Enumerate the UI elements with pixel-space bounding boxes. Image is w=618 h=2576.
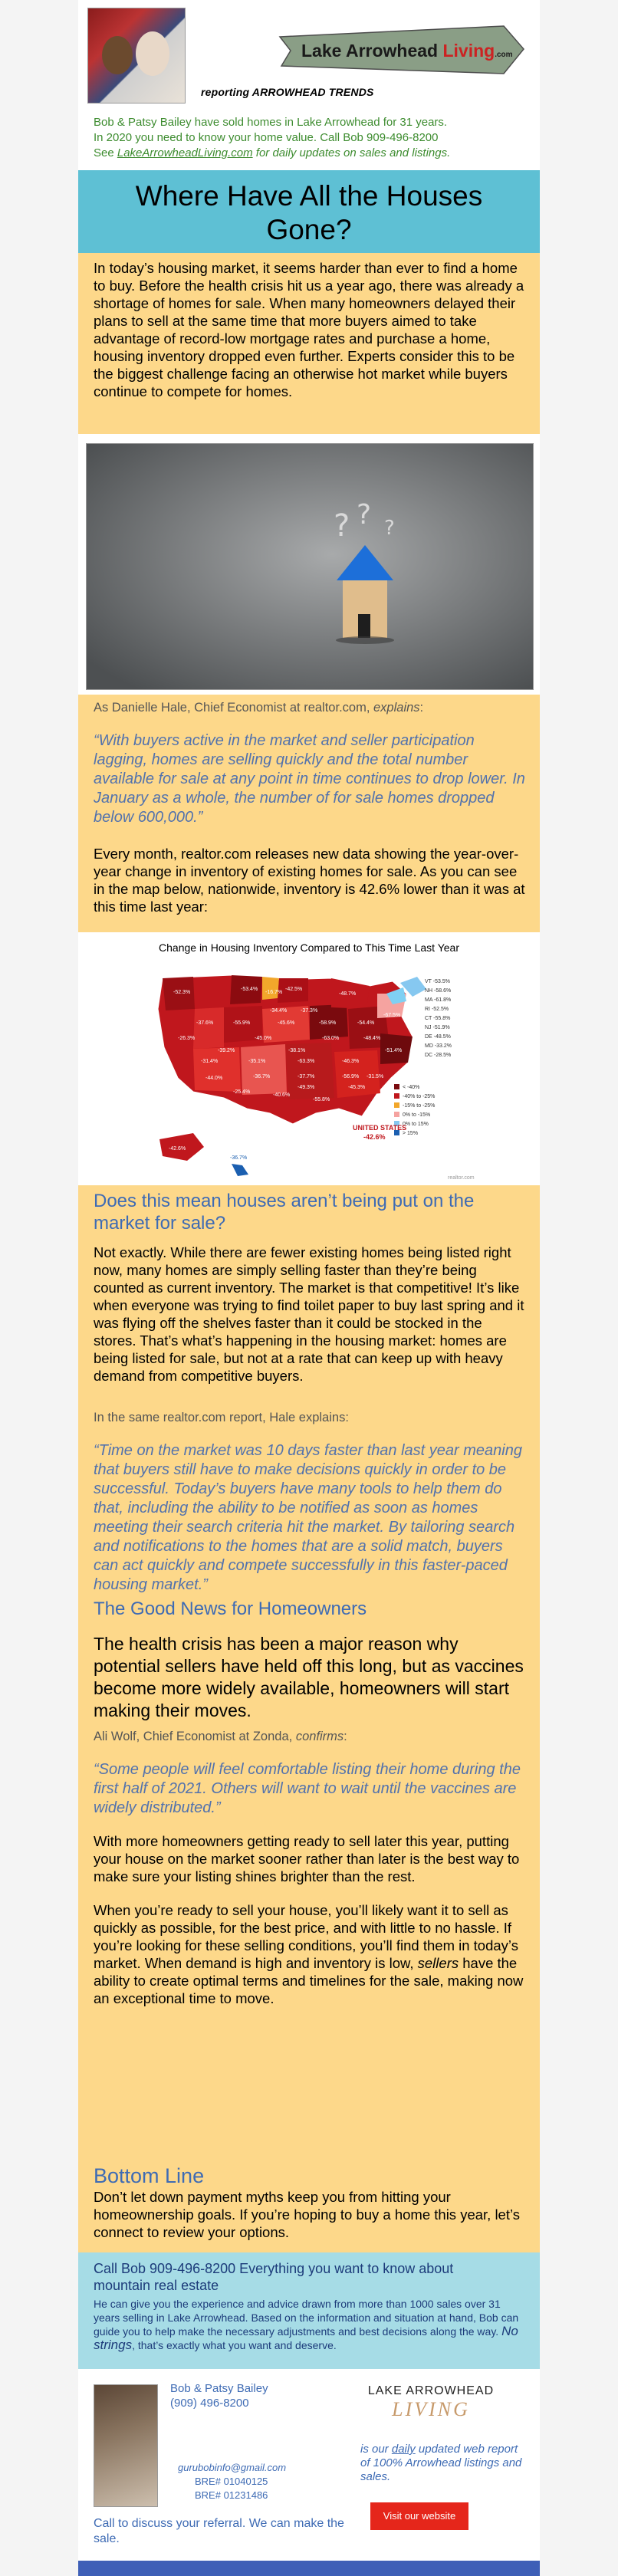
- article-title: Where Have All the Houses Gone?: [135, 180, 483, 245]
- svg-text:-58.9%: -58.9%: [319, 1020, 337, 1026]
- svg-text:-56.9%: -56.9%: [342, 1074, 360, 1079]
- svg-text:NJ -51.9%: NJ -51.9%: [425, 1025, 450, 1030]
- svg-text:-54.4%: -54.4%: [357, 1020, 375, 1026]
- svg-text:MA -61.8%: MA -61.8%: [425, 997, 452, 1003]
- bailey-photo: [87, 8, 186, 104]
- svg-text:-45.0%: -45.0%: [255, 1036, 272, 1041]
- svg-text:-48.4%: -48.4%: [363, 1036, 381, 1041]
- tagline: reporting ARROWHEAD TRENDS: [201, 86, 374, 98]
- map-title: Change in Housing Inventory Compared to This Time Last Year: [159, 941, 459, 954]
- svg-text:-63.3%: -63.3%: [297, 1059, 315, 1064]
- svg-text:-49.3%: -49.3%: [297, 1085, 315, 1090]
- svg-text:-31.5%: -31.5%: [367, 1074, 384, 1079]
- svg-text:-40% to -25%: -40% to -25%: [403, 1094, 436, 1099]
- footer-photo: [94, 2384, 158, 2507]
- us-total-label: UNITED STATES: [353, 1124, 407, 1132]
- svg-text:-44.0%: -44.0%: [205, 1076, 223, 1081]
- svg-text:-37.6%: -37.6%: [196, 1020, 214, 1026]
- svg-text:-63.0%: -63.0%: [322, 1036, 340, 1041]
- heading-market-for-sale: Does this mean houses aren’t being put on the market for sale?: [94, 1191, 475, 1234]
- svg-text:-39.2%: -39.2%: [218, 1048, 235, 1053]
- house-photo: [86, 443, 534, 690]
- svg-text:-31.4%: -31.4%: [201, 1059, 219, 1064]
- svg-text:DC -28.5%: DC -28.5%: [425, 1053, 452, 1058]
- svg-text:DE -48.5%: DE -48.5%: [425, 1034, 451, 1040]
- intro-line3: See LakeArrowheadLiving.com for daily updates on sales and listings.: [94, 146, 451, 159]
- svg-text:MD -33.2%: MD -33.2%: [425, 1043, 452, 1049]
- svg-text:0% to -15%: 0% to -15%: [403, 1112, 431, 1118]
- website-report-text: is our daily updated web report of 100% Arrowhead listings and sales.: [360, 2443, 522, 2483]
- svg-text:0% to 15%: 0% to 15%: [403, 1122, 429, 1127]
- svg-text:?: ?: [384, 517, 395, 540]
- svg-text:< -40%: < -40%: [403, 1085, 420, 1090]
- svg-text:-53.4%: -53.4%: [241, 987, 258, 992]
- svg-text:VT -53.5%: VT -53.5%: [425, 979, 450, 984]
- svg-text:-37.7%: -37.7%: [297, 1074, 315, 1079]
- svg-text:-67.5%: -67.5%: [383, 1013, 401, 1018]
- svg-text:-26.3%: -26.3%: [178, 1036, 196, 1041]
- paragraph-4: The health crisis has been a major reason why potential sellers have held off this long, but as vaccines become more widely available, homeowners will start making their moves.: [94, 1634, 524, 1720]
- alaska-label: -42.6%: [169, 1146, 186, 1152]
- call-bob-heading[interactable]: Call Bob 909-496-8200 Everything you want to know about mountain real estate: [94, 2261, 454, 2293]
- visit-website-button[interactable]: Visit our website: [370, 2502, 468, 2530]
- intro-text: [94, 115, 531, 161]
- svg-text:> 15%: > 15%: [403, 1131, 419, 1136]
- attribution-1: As Danielle Hale, Chief Economist at realtor.com, explains:: [94, 701, 424, 715]
- call-bob-body: He can give you the experience and advice drawn from more than 1000 sales over 31 years selling in Lake Arrowhead. Based on the information and situation at hand, Bob can guide you to help make the necessary adjustments and best decisions along the way. No strings, that’s exactly what you want and deserve.: [94, 2298, 519, 2352]
- svg-text:-34.4%: -34.4%: [270, 1008, 288, 1014]
- svg-text:CT -55.8%: CT -55.8%: [425, 1016, 451, 1021]
- intro-line2: In 2020 you need to know your home value. Call Bob 909-496-8200: [94, 131, 439, 144]
- paragraph-1: In today’s housing market, it seems harder than ever to find a home to buy. Before the health crisis hit us a year ago, there was already a shortage of homes for sale. When many homeowners delayed their plans to sell at the same time that more buyers aimed to take advantage of record-low mortgage rates and purchase a home, housing inventory dropped even further. Experts consider this to be the biggest challenge facing an otherwise hot market while buyers continue to compete for homes.: [94, 260, 524, 399]
- us-total-value: -42.6%: [363, 1133, 386, 1141]
- hawaii-label: -36.7%: [230, 1155, 248, 1161]
- bottom-bar: [78, 2561, 540, 2576]
- paragraph-2: Every month, realtor.com releases new data showing the year-over-year change in inventory of existing homes for sale. As you can see in the map below, nationwide, inventory is 42.6% lower than it was at this time last year:: [94, 846, 525, 915]
- svg-text:-45.6%: -45.6%: [278, 1020, 295, 1026]
- paragraph-6: When you’re ready to sell your house, you’ll likely want it to sell as quickly as possible, for the best price, and with little to no hassle. If you’re looking for these selling conditions, you’ll find them in today’s market. When demand is high and inventory is low, sellers have the ability to create optimal terms and timelines for the sale, making now an exceptional time to move.: [94, 1902, 524, 2006]
- east-coast-labels: [425, 979, 452, 1058]
- svg-text:-40.6%: -40.6%: [273, 1092, 291, 1098]
- bre-numbers: [195, 2475, 268, 2502]
- quote-2: “Time on the market was 10 days faster than last year meaning that buyers still have to make decisions quickly in order to be successful. Today’s buyers have many tools to help them do that, including the ability to be notified as soon as homes meeting their search criteria hit the market. By tailoring search and notifications to the homes that are a solid match, buyers can act quickly and compete successfully in this faster-paced housing market.”: [94, 1442, 522, 1593]
- heading-bottom-line: Bottom Line: [94, 2164, 205, 2187]
- website-link[interactable]: LakeArrowheadLiving.com: [117, 146, 253, 159]
- bre-1: BRE# 01040125: [195, 2476, 268, 2487]
- svg-text:-35.1%: -35.1%: [248, 1059, 266, 1064]
- paragraph-5: With more homeowners getting ready to sell later this year, putting your house on the market sooner rather than later is the best way to make sure your listing shines brighter than the rest.: [94, 1833, 520, 1884]
- svg-text:-55.9%: -55.9%: [233, 1020, 251, 1026]
- agent-email[interactable]: gurubobinfo@gmail.com: [178, 2462, 287, 2473]
- svg-text:?: ?: [357, 499, 372, 531]
- svg-text:-38.1%: -38.1%: [288, 1048, 306, 1053]
- footer-logo[interactable]: [354, 2384, 508, 2421]
- attribution-2: In the same realtor.com report, Hale explains:: [94, 1411, 349, 1424]
- map-credit: realtor.com: [448, 1175, 475, 1181]
- inventory-map: [78, 932, 540, 1185]
- paragraph-7: Don’t let down payment myths keep you from hitting your homeownership goals. If you’re hoping to buy a home this year, let’s connect to review your options.: [94, 2189, 521, 2240]
- svg-text:NH -58.6%: NH -58.6%: [425, 988, 452, 994]
- svg-text:-25.4%: -25.4%: [233, 1089, 251, 1095]
- svg-text:-48.7%: -48.7%: [339, 991, 357, 997]
- svg-text:-36.7%: -36.7%: [253, 1074, 271, 1079]
- svg-text:-37.3%: -37.3%: [301, 1008, 318, 1014]
- heading-good-news: The Good News for Homeowners: [94, 1598, 367, 1619]
- footer-logo-bottom: LIVING: [392, 2398, 470, 2420]
- svg-text:RI -52.5%: RI -52.5%: [425, 1007, 449, 1012]
- attribution-3: Ali Wolf, Chief Economist at Zonda, confirms:: [94, 1730, 347, 1743]
- svg-text:-45.3%: -45.3%: [348, 1085, 366, 1090]
- us-map-graphic: [147, 963, 485, 1185]
- svg-text:-42.5%: -42.5%: [285, 987, 303, 992]
- svg-text:-15% to -25%: -15% to -25%: [403, 1103, 436, 1109]
- article-title-box: [78, 170, 540, 253]
- call-bob-box: [78, 2252, 540, 2369]
- footer-logo-top: LAKE ARROWHEAD: [367, 2384, 495, 2397]
- quote-1: “With buyers active in the market and seller participation lagging, homes are selling quickly and the total number available for sale at any point in time continues to drop lower. In January as a whole, the number of for sale homes dropped below 600,000.”: [94, 732, 525, 826]
- quote-1-box: [78, 695, 540, 932]
- paragraph-3: Not exactly. While there are fewer existing homes being listed right now, many homes are simply selling faster than they’re being counted as current inventory. The market is that competitive! It’s like when everyone was trying to find toilet paper to buy last spring and it was flying off the shelves faster than it could be stocked in the stores. That’s what’s happening in the housing market: homes are being listed for sale, but not at a rate that can keep up with heavy demand from competitive buyers.: [94, 1244, 524, 1384]
- footer-names: [170, 2381, 268, 2410]
- intro-paragraph-box: [78, 253, 540, 434]
- svg-text:-16.7%: -16.7%: [265, 990, 283, 995]
- svg-text:-51.4%: -51.4%: [385, 1048, 403, 1053]
- lake-arrowhead-living-logo[interactable]: [274, 23, 527, 78]
- svg-text:-46.3%: -46.3%: [342, 1059, 360, 1064]
- agent-phone[interactable]: (909) 496-8200: [170, 2397, 249, 2410]
- svg-text:-52.3%: -52.3%: [173, 990, 191, 995]
- referral-text: Call to discuss your referral. We can make the sale.: [94, 2517, 344, 2545]
- agent-names: Bob & Patsy Bailey: [170, 2382, 268, 2395]
- intro-line1: Bob & Patsy Bailey have sold homes in Lake Arrowhead for 31 years.: [94, 116, 448, 129]
- svg-text:Lake Arrowhead Living.com: Lake Arrowhead Living.com: [301, 41, 513, 61]
- main-body-box: [78, 1185, 540, 2252]
- email-body: [78, 0, 540, 2576]
- bre-2: BRE# 01231486: [195, 2489, 268, 2501]
- svg-text:?: ?: [334, 508, 350, 544]
- quote-3: “Some people will feel comfortable listing their home during the first half of 2021. Others will want to wait until the vaccines are widely distributed.”: [94, 1761, 521, 1816]
- svg-text:-55.8%: -55.8%: [313, 1097, 330, 1102]
